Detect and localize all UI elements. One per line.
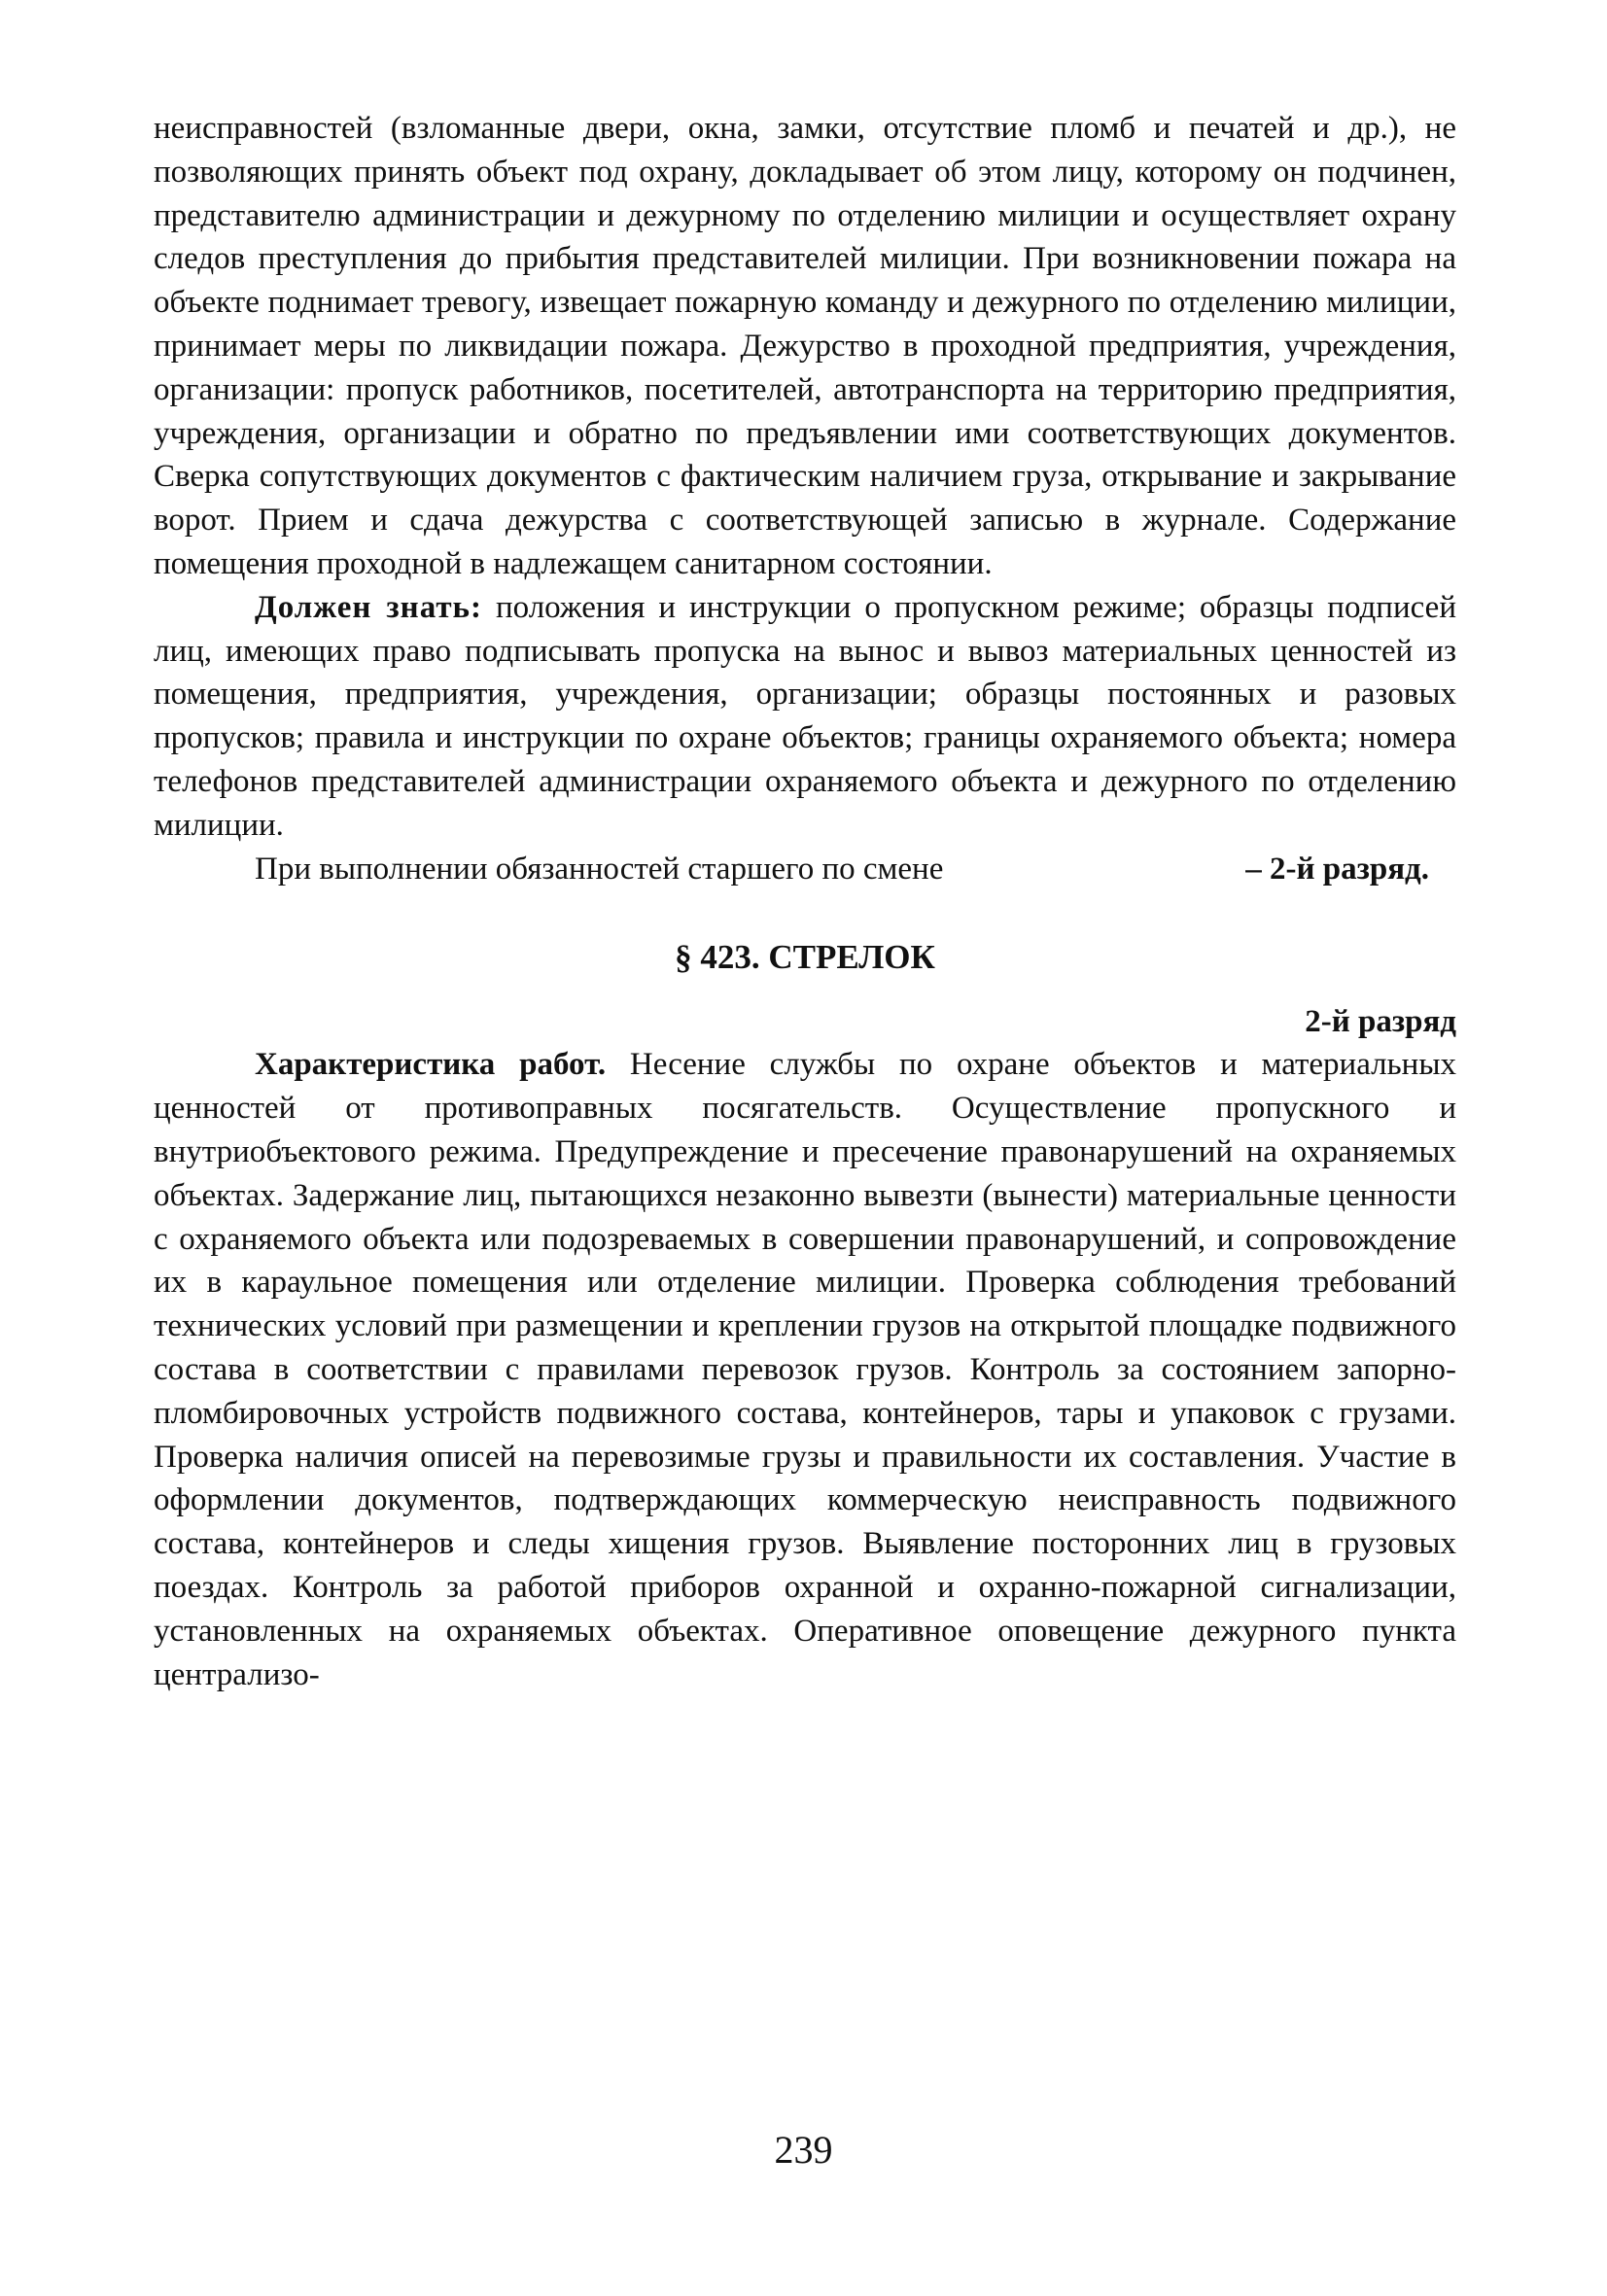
paragraph-work-characteristics bbox=[154, 1043, 1456, 1696]
page-number: 239 bbox=[774, 2128, 833, 2172]
must-know-label: Должен знать: bbox=[255, 589, 482, 625]
section-grade: 2-й разряд bbox=[1305, 1003, 1456, 1039]
paragraph-duties-continued: неисправностей (взломанные двери, окна, замки, отсутствие пломб и печатей и др.), не позволяющих принять объект под охрану, докладывает об этом лицу, которому он подчинен, представителю администрации и дежурному по отделению милиции и осуществляет охрану следов преступления до прибытия представителей милиции. При возникновении пожара на объекте поднимает тревогу, извещает пожарную команду и дежурного по отделению милиции, принимает меры по ликвидации пожара. Дежурство в проходной предприятия, учреждения, организации: пропуск работников, посетителей, автотранспорта на территорию предприятия, учреждения, организации и обратно по предъявлении ими соответствующих документов. Сверка сопутствующих документов с фактическим наличием груза, открывание и закрывание ворот. Прием и сдача дежурства с соответствующей записью в журнале. Содержание помещения проходной в надлежащем санитарном состоянии. bbox=[154, 111, 1456, 581]
senior-shift-label: При выполнении обязанностей старшего по смене bbox=[255, 851, 944, 887]
section-title: § 423. СТРЕЛОК bbox=[675, 937, 935, 976]
paragraph-must-know bbox=[154, 586, 1456, 848]
senior-shift-grade: – 2-й разряд. bbox=[1245, 851, 1429, 887]
work-char-text: Несение службы по охране объектов и материальных ценностей от противоправных посягательств. Осуществление пропускного и внутриобъектового режима. Предупреждение и пресечение правонарушений на охраняемых объектах. Задержание лиц, пытающихся незаконно вывезти (вынести) материальные ценности с охраняемого объекта или подозреваемых в совершении правонарушений, и сопровождение их в караульное помещения или отделение милиции. Проверка соблюдения требований технических условий при размещении и креплении грузов на открытой площадке подвижного состава в соответствии с правилами перевозок грузов. Контроль за состоянием запорно-пломбировочных устройств подвижного состава, контейнеров, тары и упаковок с грузами. Проверка наличия описей на перевозимые грузы и правильности их составления. Участие в оформлении документов, подтверждающих коммерческую неисправность подвижного состава, контейнеров и следы хищения грузов. Выявление посторонних лиц в грузовых поездах. Контроль за работой приборов охранной и охранно-пожарной сигнализации, установленных на охраняемых объектах. Оперативное оповещение дежурного пункта централизо- bbox=[154, 1047, 1457, 1692]
senior-shift-line bbox=[154, 848, 1456, 891]
work-char-label: Характеристика работ. bbox=[255, 1047, 607, 1083]
must-know-text: положения и инструкции о пропускном режиме; образцы подписей лиц, имеющих право подписывать пропуска на вынос и вывоз материальных ценностей из помещения, предприятия, учреждения, организации; образцы постоянных и разовых пропусков; правила и инструкции по охране объектов; границы охраняемого объекта; номера телефонов представителей администрации охраняемого объекта и дежурного по отделению милиции. bbox=[154, 589, 1456, 843]
page-body bbox=[154, 107, 1456, 1696]
